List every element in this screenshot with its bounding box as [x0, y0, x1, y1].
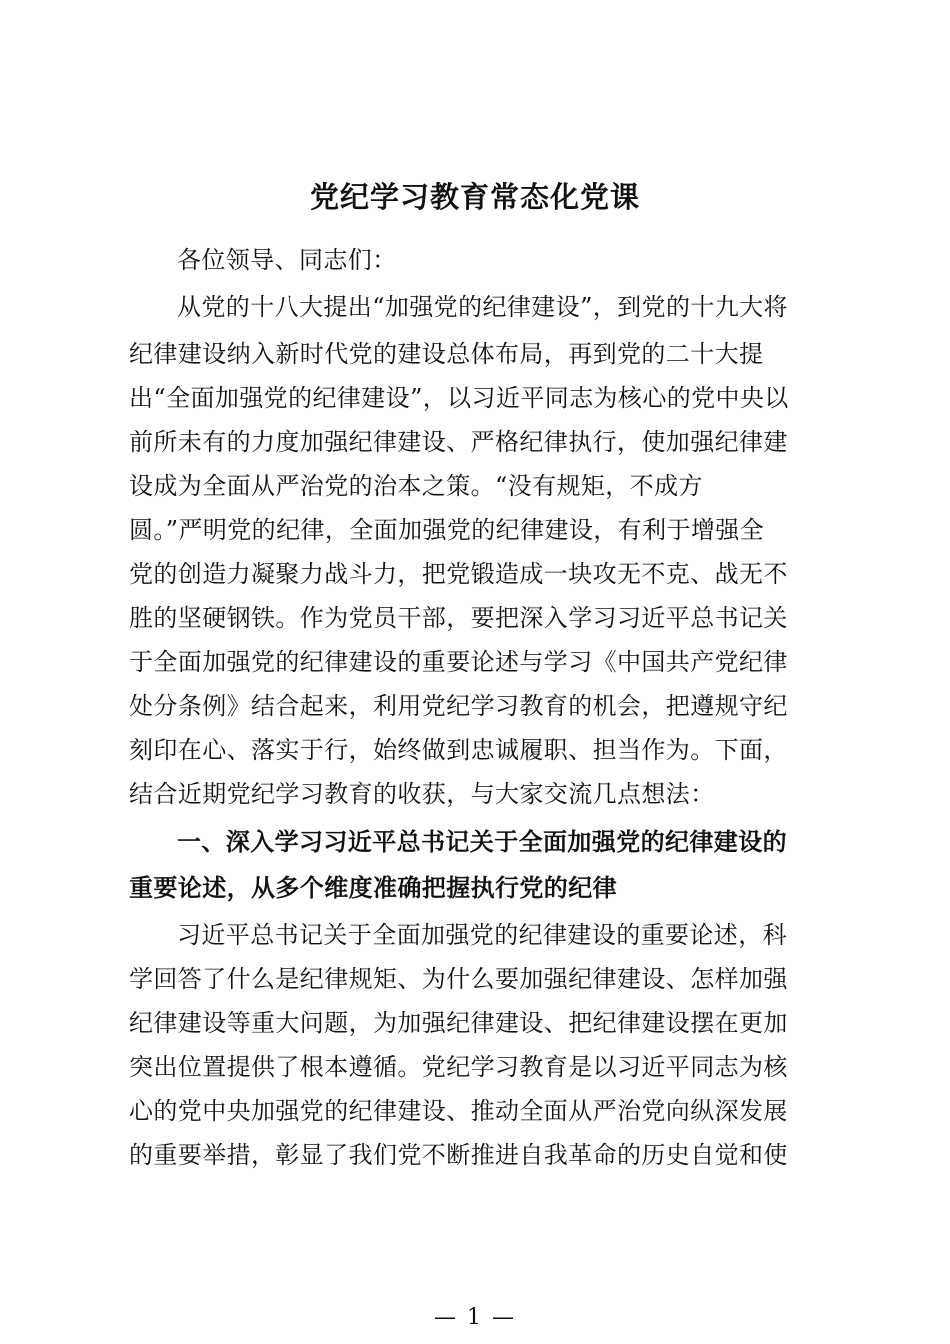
paragraph-line: 习近平总书记关于全面加强党的纪律建设的重要论述，科 — [177, 921, 787, 949]
paragraph-line: 心的党中央加强党的纪律建设、推动全面从严治党向纵深发展 — [129, 1097, 788, 1125]
document-title: 党纪学习教育常态化党课 — [309, 180, 640, 214]
paragraph-line: 处分条例》结合起来，利用党纪学习教育的机会，把遵规守纪 — [129, 692, 788, 720]
paragraph-line: 纪律建设纳入新时代党的建设总体布局，再到党的二十大提 — [129, 340, 764, 368]
paragraph-line: 出“全面加强党的纪律建设”，以习近平同志为核心的党中央以 — [129, 384, 789, 412]
paragraph-line: 结合近期党纪学习教育的收获，与大家交流几点想法： — [129, 780, 715, 808]
paragraph-line: 党的创造力凝聚力战斗力，把党锻造成一块攻无不克、战无不 — [129, 560, 788, 588]
paragraph-line: 前所未有的力度加强纪律建设、严格纪律执行，使加强纪律建 — [129, 428, 788, 456]
paragraph-line: 刻印在心、落实于行，始终做到忠诚履职、担当作为。下面， — [129, 736, 788, 764]
paragraph-line: 于全面加强党的纪律建设的重要论述与学习《中国共产党纪律 — [129, 648, 788, 676]
paragraph-line: 纪律建设等重大问题，为加强纪律建设、把纪律建设摆在更加 — [129, 1009, 788, 1037]
paragraph-line: 设成为全面从严治党的治本之策。“没有规矩，不成方 — [129, 472, 703, 500]
paragraph-line: 突出位置提供了根本遵循。党纪学习教育是以习近平同志为核 — [129, 1053, 788, 1081]
page-number: — 1 — — [434, 1305, 516, 1330]
paragraph-line: 学回答了什么是纪律规矩、为什么要加强纪律建设、怎样加强 — [129, 965, 788, 993]
paragraph-line: 胜的坚硬钢铁。作为党员干部，要把深入学习习近平总书记关 — [129, 604, 788, 632]
paragraph-line: 圆。”严明党的纪律，全面加强党的纪律建设，有利于增强全 — [129, 516, 765, 544]
paragraph-line: 的重要举措，彰显了我们党不断推进自我革命的历史自觉和使 — [129, 1141, 788, 1169]
paragraph-line: 从党的十八大提出“加强党的纪律建设”，到党的十九大将 — [177, 293, 788, 321]
salutation: 各位领导、同志们： — [177, 246, 397, 274]
section-heading-line: 重要论述，从多个维度准确把握执行党的纪律 — [129, 874, 617, 902]
section-heading-line: 一、深入学习习近平总书记关于全面加强党的纪律建设的 — [177, 828, 787, 856]
